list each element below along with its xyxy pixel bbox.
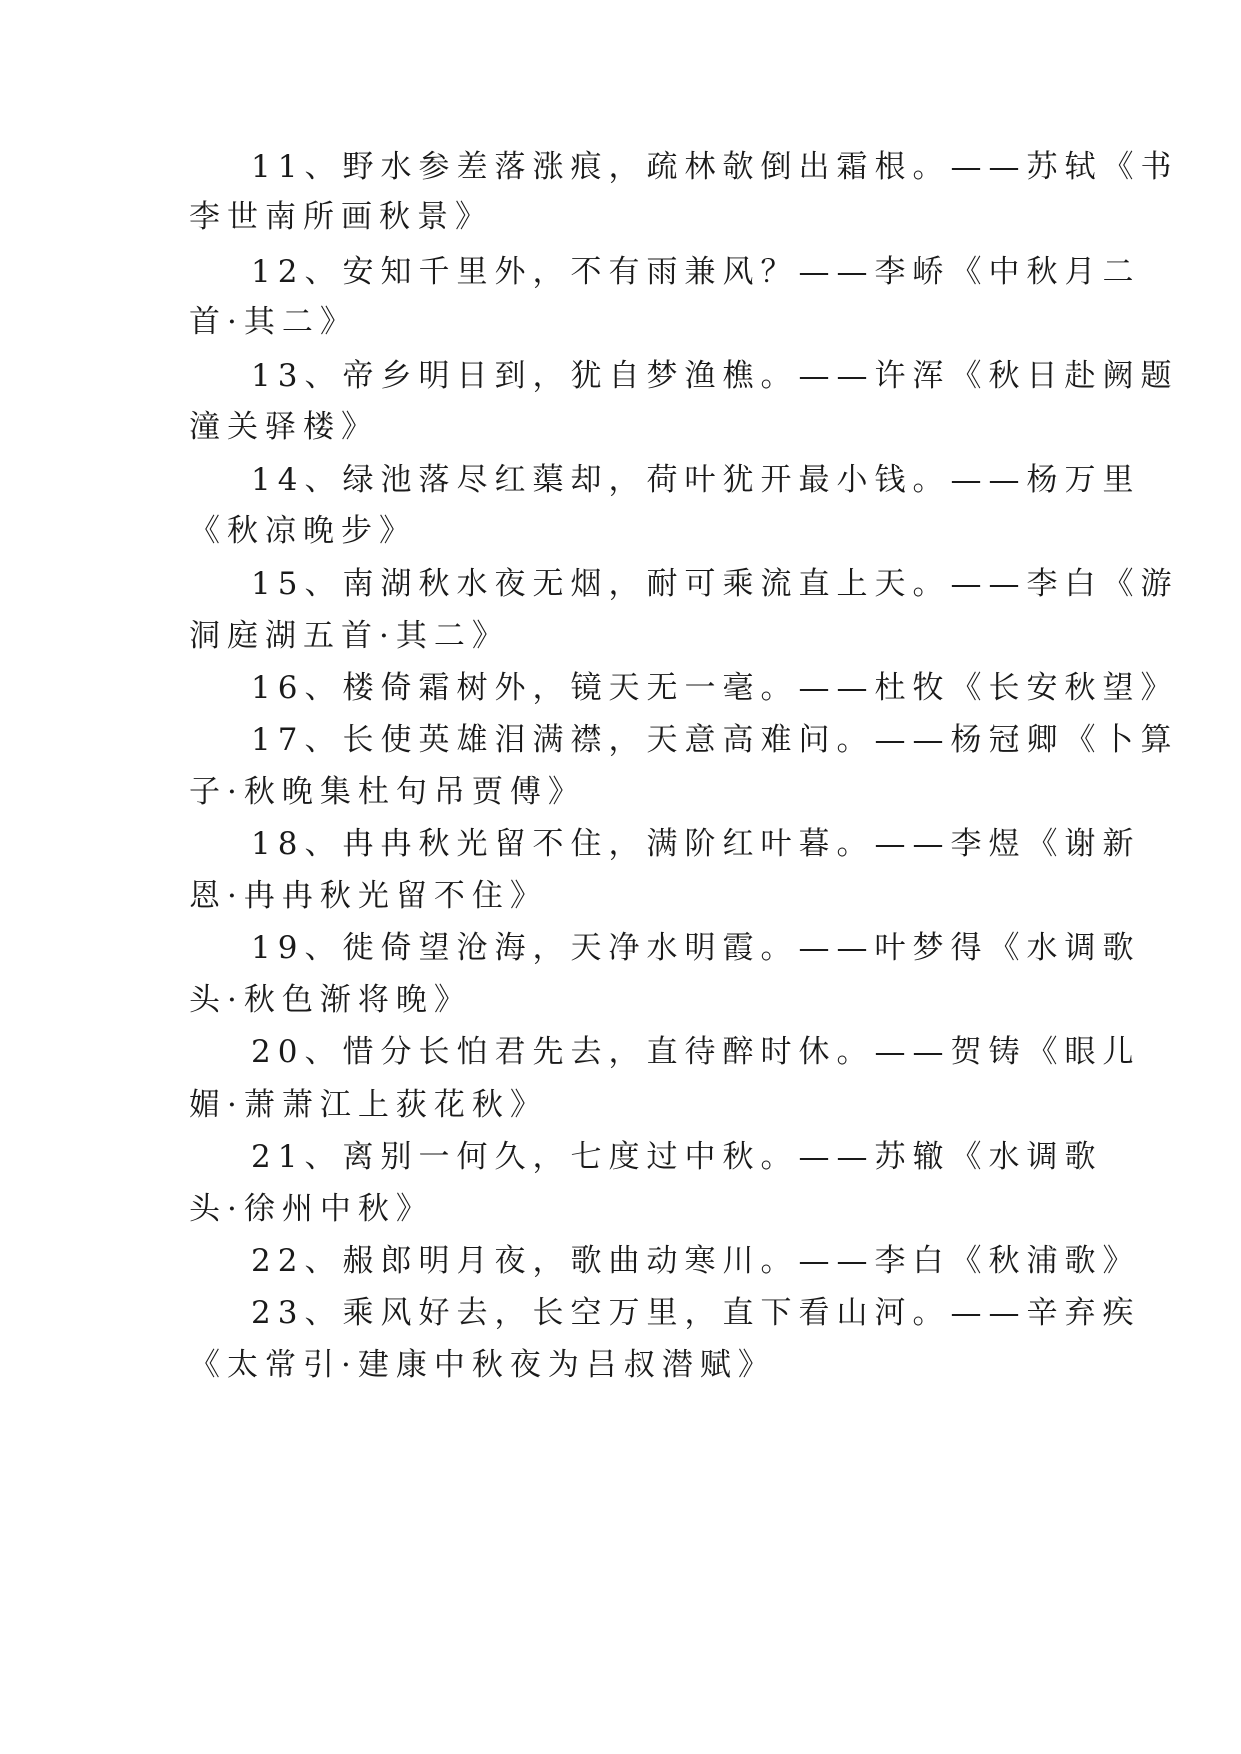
entry-20-line-1: 20、惜分长怕君先去，直待醉时休。——贺铸《眼儿 bbox=[251, 1034, 1141, 1070]
entry-11-line-1: 11、野水参差落涨痕，疏林欹倒出霜根。——苏轼《书 bbox=[251, 149, 1179, 185]
entry-17-line-2: 子·秋晚集杜句吊贾傅》 bbox=[189, 774, 586, 810]
entry-21-line-1: 21、离别一何久，七度过中秋。——苏辙《水调歌 bbox=[251, 1139, 1103, 1175]
entry-14-line-2: 《秋凉晚步》 bbox=[189, 513, 417, 549]
entry-22-line-1: 22、赧郎明月夜，歌曲动寒川。——李白《秋浦歌》 bbox=[251, 1243, 1141, 1279]
entry-19-line-2: 头·秋色渐将晚》 bbox=[189, 982, 472, 1018]
entry-20-line-2: 媚·萧萧江上荻花秋》 bbox=[189, 1087, 548, 1123]
entry-13-line-1: 13、帝乡明日到，犹自梦渔樵。——许浑《秋日赴阙题 bbox=[251, 358, 1179, 394]
entry-12-line-2: 首·其二》 bbox=[189, 304, 358, 340]
entry-18-line-1: 18、冉冉秋光留不住，满阶红叶暮。——李煜《谢新 bbox=[251, 826, 1141, 862]
entry-23-line-2: 《太常引·建康中秋夜为吕叔潜赋》 bbox=[189, 1347, 776, 1383]
entry-11-line-2: 李世南所画秋景》 bbox=[189, 199, 493, 235]
entry-13-line-2: 潼关驿楼》 bbox=[189, 409, 379, 445]
entry-16-line-1: 16、楼倚霜树外，镜天无一毫。——杜牧《长安秋望》 bbox=[251, 670, 1179, 706]
entry-14-line-1: 14、绿池落尽红蕖却，荷叶犹开最小钱。——杨万里 bbox=[251, 462, 1141, 498]
entry-23-line-1: 23、乘风好去，长空万里，直下看山河。——辛弃疾 bbox=[251, 1295, 1141, 1331]
entry-15-line-1: 15、南湖秋水夜无烟，耐可乘流直上天。——李白《游 bbox=[251, 566, 1179, 602]
entry-15-line-2: 洞庭湖五首·其二》 bbox=[189, 618, 510, 654]
entry-19-line-1: 19、徙倚望沧海，天净水明霞。——叶梦得《水调歌 bbox=[251, 930, 1141, 966]
entry-21-line-2: 头·徐州中秋》 bbox=[189, 1191, 434, 1227]
entry-17-line-1: 17、长使英雄泪满襟，天意高难问。——杨冠卿《卜算 bbox=[251, 722, 1179, 758]
entry-12-line-1: 12、安知千里外，不有雨兼风？——李峤《中秋月二 bbox=[251, 254, 1141, 290]
entry-18-line-2: 恩·冉冉秋光留不住》 bbox=[189, 878, 548, 914]
